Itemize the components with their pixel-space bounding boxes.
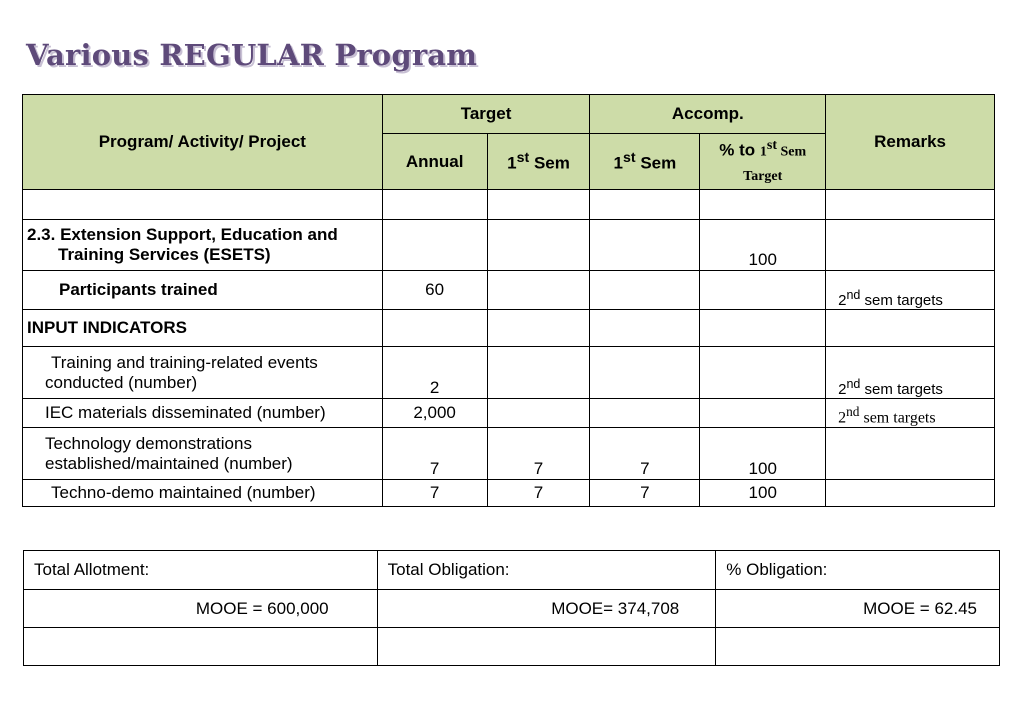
sem-num: 1 <box>613 153 623 173</box>
program-line: Training Services (ESETS) <box>58 245 271 264</box>
program-cell <box>23 220 383 271</box>
totals-table <box>23 550 1000 666</box>
target-sem-cell <box>487 220 590 271</box>
header-program: Program/ Activity/ Project <box>23 95 383 190</box>
section-heading: INPUT INDICATORS <box>23 310 383 347</box>
pct-cell <box>700 399 826 428</box>
remarks-num: 2 <box>838 409 847 426</box>
table-row <box>23 271 995 310</box>
remarks-num: 2 <box>838 381 847 398</box>
pct-cell: 100 <box>700 428 826 480</box>
remarks-text: sem targets <box>860 292 943 309</box>
totals-label-row <box>24 551 1000 590</box>
program-cell: IEC materials disseminated (number) <box>23 399 383 428</box>
remarks-cell <box>826 399 995 428</box>
pct-cell <box>700 347 826 399</box>
remarks-num: 2 <box>838 292 847 309</box>
accomp-sem-cell <box>590 399 700 428</box>
program-line: Training and training-related events <box>51 352 318 372</box>
table-row <box>23 480 995 507</box>
program-cell <box>23 428 383 480</box>
program-line: conducted (number) <box>45 372 198 392</box>
accomp-sem-cell <box>590 220 700 271</box>
accomp-sem-cell: 7 <box>590 480 700 507</box>
totals-value-row <box>24 590 1000 628</box>
program-cell: Participants trained <box>23 271 383 310</box>
target-sem-cell <box>487 347 590 399</box>
pct-cell: 100 <box>700 480 826 507</box>
pct-obligation-label: % Obligation: <box>716 551 1000 590</box>
total-obligation-value: MOOE= 374,708 <box>377 590 716 628</box>
sem-num: 1 <box>507 153 517 173</box>
target-sem-cell: 7 <box>487 428 590 480</box>
total-allotment-value: MOOE = 600,000 <box>24 590 378 628</box>
remarks-sup: nd <box>846 377 861 391</box>
pct-cell <box>700 271 826 310</box>
remarks-text: sem targets <box>860 381 943 398</box>
header-accomp: Accomp. <box>590 95 826 134</box>
pct-sem: Sem <box>777 144 807 160</box>
annual-cell: 2 <box>382 347 487 399</box>
header-target-1st-sem <box>487 134 590 190</box>
program-table <box>22 94 995 507</box>
annual-cell <box>382 220 487 271</box>
annual-cell: 2,000 <box>382 399 487 428</box>
table-row <box>23 428 995 480</box>
target-sem-cell: 7 <box>487 480 590 507</box>
header-accomp-1st-sem <box>590 134 700 190</box>
pct-target: Target <box>743 168 783 184</box>
target-sem-cell <box>487 399 590 428</box>
table-row-section <box>23 310 995 347</box>
remarks-sup: nd <box>846 288 861 302</box>
sem-word: Sem <box>635 153 677 173</box>
pct-num: 1 <box>759 144 767 160</box>
remarks-cell <box>826 271 995 310</box>
remarks-sup: nd <box>846 403 860 419</box>
annual-cell: 7 <box>382 480 487 507</box>
remarks-text: sem targets <box>859 409 936 426</box>
remarks-cell <box>826 428 995 480</box>
totals-empty-row <box>24 628 1000 666</box>
remarks-cell <box>826 347 995 399</box>
sem-sup: st <box>516 149 530 166</box>
program-line: 2.3. Extension Support, Education and <box>27 225 338 244</box>
sem-word: Sem <box>529 153 570 173</box>
table-row <box>23 347 995 399</box>
pct-cell: 100 <box>700 220 826 271</box>
total-allotment-label: Total Allotment: <box>24 551 378 590</box>
program-cell: Techno-demo maintained (number) <box>23 480 383 507</box>
header-target: Target <box>382 95 590 134</box>
sem-sup: st <box>623 149 636 166</box>
pct-obligation-value: MOOE = 62.45 <box>716 590 1000 628</box>
program-cell <box>23 347 383 399</box>
pct-sup: st <box>766 138 777 154</box>
header-pct-to-target <box>700 134 826 190</box>
table-row <box>23 399 995 428</box>
page-title: Various REGULAR Program <box>26 38 478 72</box>
program-line: Technology demonstrations <box>45 433 252 453</box>
remarks-cell <box>826 220 995 271</box>
total-obligation-label: Total Obligation: <box>377 551 716 590</box>
accomp-sem-cell <box>590 347 700 399</box>
table-row <box>23 220 995 271</box>
accomp-sem-cell: 7 <box>590 428 700 480</box>
table-row-empty <box>23 190 995 220</box>
program-line: established/maintained (number) <box>45 453 293 473</box>
annual-cell: 60 <box>382 271 487 310</box>
header-row-1 <box>23 95 995 134</box>
pct-prefix: % to <box>719 140 760 160</box>
target-sem-cell <box>487 271 590 310</box>
header-remarks: Remarks <box>826 95 995 190</box>
accomp-sem-cell <box>590 271 700 310</box>
remarks-cell <box>826 480 995 507</box>
header-annual: Annual <box>382 134 487 190</box>
annual-cell: 7 <box>382 428 487 480</box>
